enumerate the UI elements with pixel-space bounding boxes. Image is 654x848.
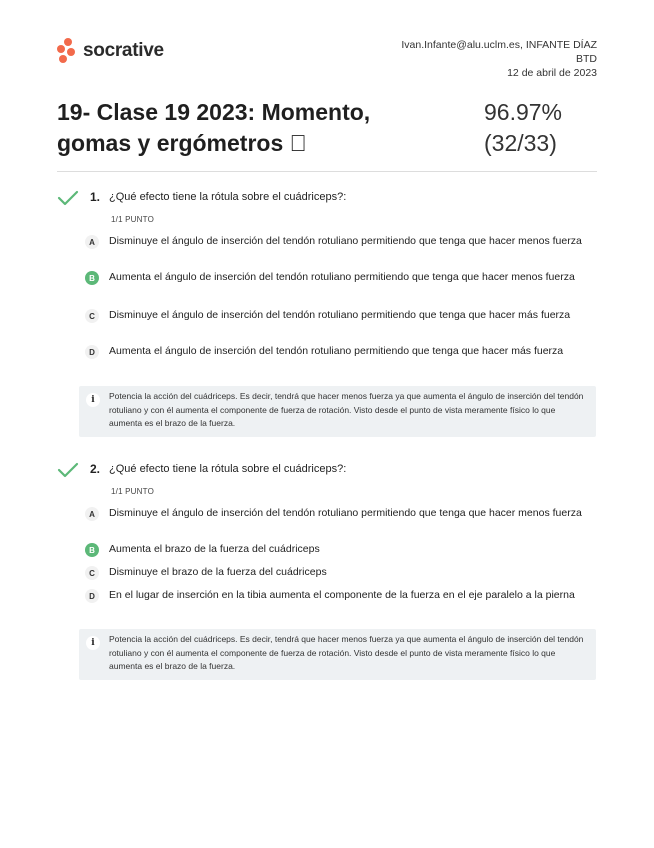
question-number: 1.: [90, 190, 101, 204]
student-group: BTD: [576, 53, 597, 65]
option-text: Disminuye el ángulo de inserción del tendón rotuliano permitiendo que tenga que hacer más fuerza: [109, 309, 571, 321]
option-text: Aumenta el ángulo de inserción del tendón rotuliano permitiendo que tenga que hacer menos fuerza: [109, 271, 575, 283]
question-points: 1/1 PUNTO: [111, 215, 154, 224]
question-text: ¿Qué efecto tiene la rótula sobre el cuádriceps?:: [109, 463, 347, 475]
option-letter-badge: A: [85, 507, 99, 521]
explanation-box: [79, 629, 596, 680]
socrative-logo: [57, 38, 164, 64]
logo-text: socrative: [83, 40, 164, 61]
question-number: 2.: [90, 462, 101, 476]
option-text: Disminuye el brazo de la fuerza del cuádriceps: [109, 566, 327, 578]
option-letter-badge: B: [85, 543, 99, 557]
report-date: 12 de abril de 2023: [507, 67, 597, 79]
option-letter-badge: B: [85, 271, 99, 285]
report-meta: [401, 38, 597, 80]
student-identity: Ivan.Infante@alu.uclm.es, INFANTE DÍAZ: [401, 39, 597, 51]
option-text: Aumenta el brazo de la fuerza del cuádriceps: [109, 543, 320, 555]
explanation-text: Potencia la acción del cuádriceps. Es decir, tendrá que hacer menos fuerza ya que aumenta el ángulo de inserción del tendón rotuliano y con él aumenta el componente de fuerza de rotación. Visto desde el punto de vista meramente físico lo que aumenta es el brazo de la fuerza.: [109, 634, 584, 671]
option-letter-badge: D: [85, 589, 99, 603]
quiz-score: [484, 97, 562, 159]
option-text: En el lugar de inserción en la tibia aumenta el componente de la fuerza en el eje paralelo a la pierna: [109, 589, 575, 601]
score-percent: 96.97%: [484, 99, 563, 125]
option-text: Aumenta el ángulo de inserción del tendón rotuliano permitiendo que tenga que hacer más fuerza: [109, 345, 564, 357]
explanation-text: Potencia la acción del cuádriceps. Es decir, tendrá que hacer menos fuerza ya que aumenta el ángulo de inserción del tendón rotuliano y con él aumenta el componente de fuerza de rotación. Visto desde el punto de vista meramente físico lo que aumenta es el brazo de la fuerza.: [109, 391, 584, 428]
question-text: ¿Qué efecto tiene la rótula sobre el cuádriceps?:: [109, 191, 347, 203]
quiz-title: 19- Clase 19 2023: Momento, gomas y ergómetros ⃞: [57, 99, 371, 156]
question-points: 1/1 PUNTO: [111, 487, 154, 496]
socrative-logo-icon: [57, 38, 79, 64]
correct-check-icon: [57, 189, 79, 207]
explanation-box: [79, 386, 596, 437]
option-text: Disminuye el ángulo de inserción del tendón rotuliano permitiendo que tenga que hacer menos fuerza: [109, 235, 582, 247]
header-divider: [57, 171, 597, 172]
option-text: Disminuye el ángulo de inserción del tendón rotuliano permitiendo que tenga que hacer menos fuerza: [109, 507, 582, 519]
option-letter-badge: D: [85, 345, 99, 359]
option-letter-badge: C: [85, 566, 99, 580]
option-letter-badge: C: [85, 309, 99, 323]
score-fraction: (32/33): [484, 130, 557, 156]
correct-check-icon: [57, 461, 79, 479]
info-icon: i: [86, 636, 100, 650]
info-icon: i: [86, 393, 100, 407]
option-letter-badge: A: [85, 235, 99, 249]
